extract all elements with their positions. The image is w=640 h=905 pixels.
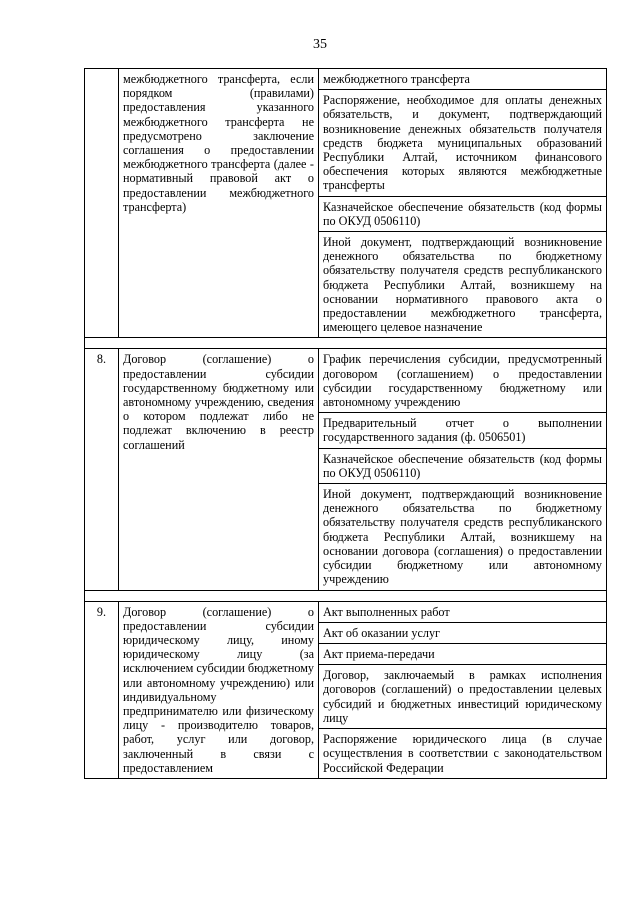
document-cell: Распоряжение юридического лица (в случае осуществления в соответствии с законодательством Российской Федерации: [319, 729, 607, 779]
document-cell: Иной документ, подтверждающий возникновение денежного обязательства по бюджетному обязательству получателя средств республиканского бюджета Республики Алтай, возникшему на основании договора (соглашения) о предоставлении субсидии бюджетному или автономному учреждению: [319, 484, 607, 590]
row-number: 8.: [85, 349, 119, 590]
table-row: [85, 69, 607, 90]
row-number: 9.: [85, 601, 119, 778]
document-cell: Договор, заключаемый в рамках исполнения договоров (соглашений) о предоставлении целевых субсидий и бюджетных инвестиций юридическому лицу: [319, 665, 607, 729]
row-description: Договор (соглашение) о предоставлении субсидии государственному бюджетному или автономному учреждению, сведения о котором подлежат либо не подлежат включению в реестр соглашений: [119, 349, 319, 590]
document-cell: Казначейское обеспечение обязательств (код формы по ОКУД 0506110): [319, 196, 607, 231]
document-cell: Акт об оказании услуг: [319, 622, 607, 643]
document-cell: График перечисления субсидии, предусмотренный договором (соглашением) о предоставлении субсидии государственному бюджетному или автономному учреждению: [319, 349, 607, 413]
document-cell: Акт приема-передачи: [319, 644, 607, 665]
page-number: 35: [313, 37, 327, 52]
document-cell: Предварительный отчет о выполнении государственного задания (ф. 0506501): [319, 413, 607, 448]
row-description: межбюджетного трансферта, если порядком (правилами) предоставления указанного межбюджетного трансферта не предусмотрено заключение соглашения о предоставлении межбюджетного трансферта (далее - нормативный правовой акт о предоставлении межбюджетного трансферта): [119, 69, 319, 338]
document-cell: межбюджетного трансферта: [319, 69, 607, 90]
table-row: [85, 601, 607, 622]
document-cell: Иной документ, подтверждающий возникновение денежного обязательства по бюджетному обязательству получателя средств республиканского бюджета Республики Алтай, возникшему на основании нормативного правового акта о предоставлении межбюджетного трансферта, имеющего целевое назначение: [319, 232, 607, 338]
row-number: [85, 69, 119, 338]
row-description: Договор (соглашение) о предоставлении субсидии юридическому лицу, иному юридическому лицу (за исключением субсидии бюджетному или автономному учреждению) или индивидуальному предпринимателю или физическому лицу - производителю товаров, работ, услуг или договор, заключенный в связи с предоставлением: [119, 601, 319, 778]
table-row: [85, 349, 607, 413]
document-cell: Акт выполненных работ: [319, 601, 607, 622]
document-cell: Распоряжение, необходимое для оплаты денежных обязательств, и документ, подтверждающий возникновение денежных обязательств получателя средств бюджета муниципальных образований Республики Алтай, источником финансового обеспечения которых являются межбюджетные трансферты: [319, 90, 607, 196]
document-cell: Казначейское обеспечение обязательств (код формы по ОКУД 0506110): [319, 448, 607, 483]
documents-table: [84, 68, 607, 779]
